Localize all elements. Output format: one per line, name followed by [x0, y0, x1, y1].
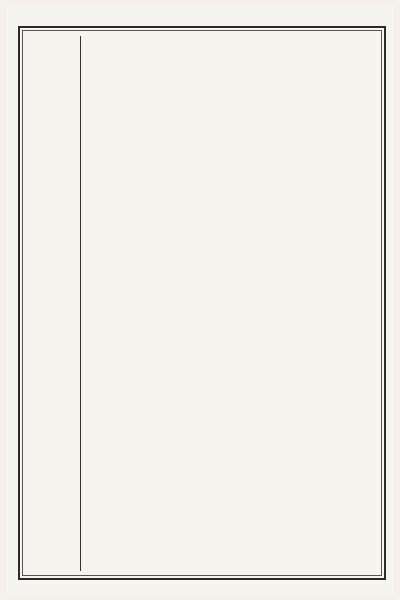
top-verse-numbers	[82, 28, 382, 36]
page-header	[20, 8, 384, 26]
bottom-verse-numbers	[20, 580, 380, 592]
page	[6, 6, 394, 594]
left-margin-notes	[22, 36, 81, 571]
text-frame	[18, 26, 386, 580]
text-columns	[82, 36, 382, 571]
